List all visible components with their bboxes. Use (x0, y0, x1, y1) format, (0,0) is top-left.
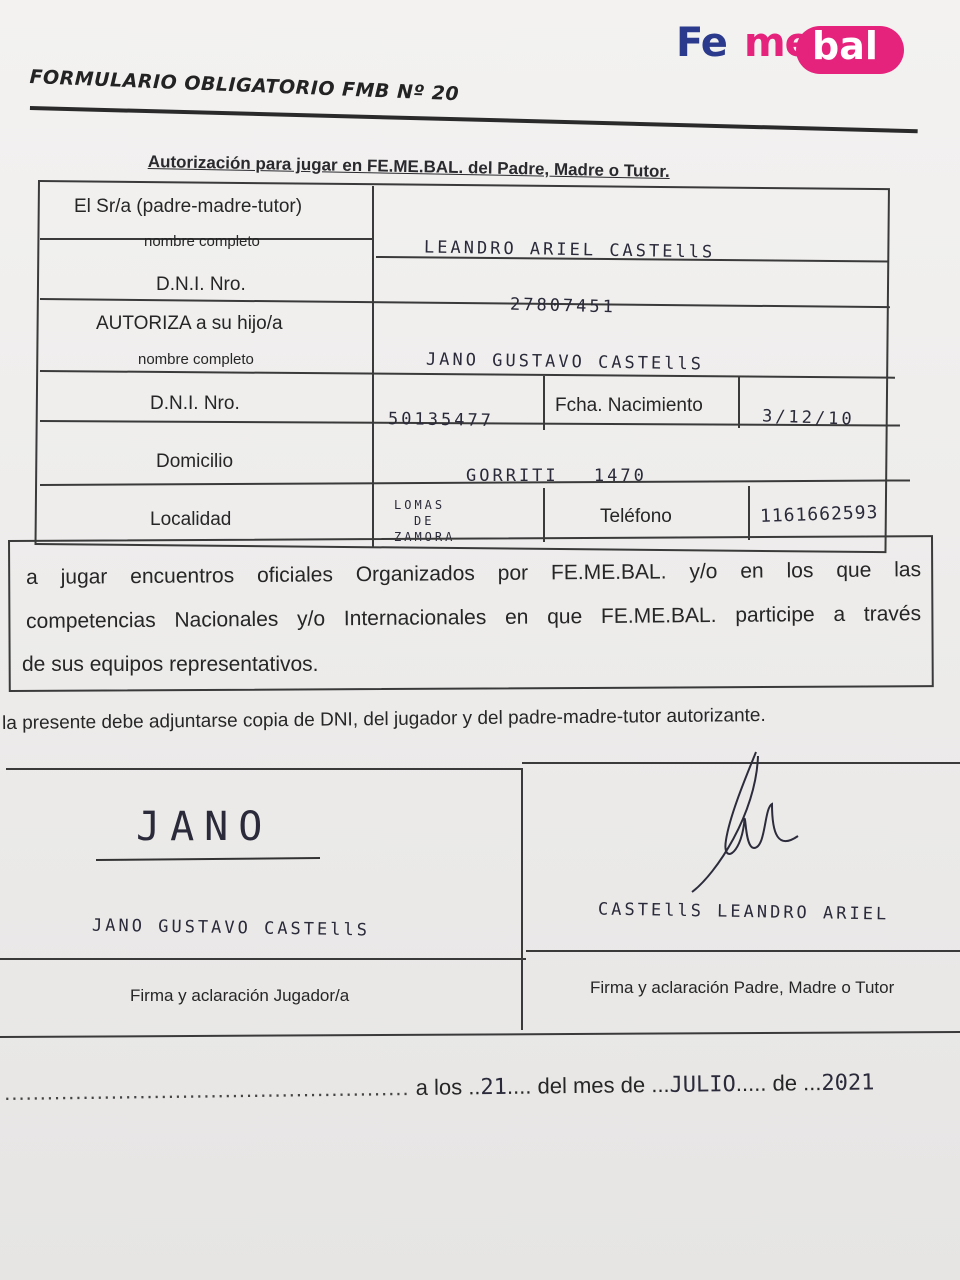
date-day-value: 21 (480, 1074, 508, 1101)
paragraph-line-2: competencias Nacionales y/o Internacionales en que FE.ME.BAL. participe a través (26, 602, 922, 633)
address-label: Domicilio (156, 451, 234, 472)
sig-top-line-left (6, 768, 521, 770)
phone-label: Teléfono (600, 506, 672, 527)
cell-divider (738, 376, 740, 428)
locality-value-line2: DE (414, 514, 435, 528)
cell-divider (543, 488, 545, 542)
dni-copy-note: la presente debe adjuntarse copia de DNI, del jugador y del padre-madre-tutor autorizante. (2, 705, 766, 734)
paragraph-line-3: de sus equipos representativos. (22, 653, 319, 676)
locality-label: Localidad (150, 509, 232, 530)
locality-value-line1: LOMAS (394, 498, 446, 512)
player-signature-caption: Firma y aclaración Jugador/a (130, 986, 350, 1005)
title-rule (30, 106, 918, 133)
dni1-label: D.N.I. Nro. (156, 274, 246, 295)
sig-bottom-line (0, 1031, 960, 1038)
birth-date-label: Fcha. Nacimiento (555, 395, 703, 416)
paragraph-line-1: a jugar encuentros oficiales Organizados por FE.ME.BAL. y/o en los que las (26, 558, 922, 589)
parent-signature-scribble (686, 744, 836, 894)
autoriza-label: AUTORIZA a su hijo/a (96, 313, 283, 334)
cell-divider (543, 376, 545, 430)
parent-sub-label: nombre completo (144, 233, 260, 250)
dni2-label: D.N.I. Nro. (150, 393, 240, 414)
date-prefix-dots: ......................................................... (4, 1075, 410, 1105)
parent-printed-name: CASTEllS LEANDRO ARIEL (597, 899, 890, 925)
form-subtitle: Autorización para jugar en FE.ME.BAL. del Padre, Madre o Tutor. (147, 152, 670, 182)
sig-middle-line-right (526, 950, 960, 952)
date-month-value: JULIO (669, 1072, 736, 1098)
date-del-mes-label: .... del mes de ... (506, 1071, 670, 1099)
logo-text-bal: bal (812, 24, 878, 68)
parent-label: El Sr/a (padre-madre-tutor) (74, 196, 303, 217)
address-value: GORRITI 1470 (466, 466, 647, 486)
birth-date-value: 3/12/10 (761, 406, 855, 430)
femebal-logo (676, 18, 908, 74)
phone-value: 1161662593 (759, 501, 879, 528)
dni1-value: 27807451 (509, 294, 617, 318)
child-name-value: JANO GUSTAVO CASTEllS (425, 349, 705, 375)
locality-value-line3: ZAMORA (394, 530, 456, 544)
child-sub-label: nombre completo (138, 351, 254, 368)
player-printed-name: JANO GUSTAVO CASTEllS (91, 915, 371, 941)
dni2-value: 50135477 (387, 409, 495, 431)
sig-middle-line-left (0, 958, 526, 960)
logo-text-me: me (744, 20, 811, 66)
player-signature-underline (96, 857, 320, 861)
table-column-divider (372, 186, 374, 548)
form-title: FORMULARIO OBLIGATORIO FMB Nº 20 (29, 66, 460, 106)
parent-name-value: LEANDRO ARIEL CASTEllS (423, 237, 716, 263)
sig-vertical-divider (521, 768, 523, 1030)
logo-text-fe: Fe (676, 20, 727, 66)
date-de-label: ..... de ... (735, 1070, 822, 1097)
date-line (4, 1069, 875, 1106)
parent-signature-caption: Firma y aclaración Padre, Madre o Tutor (590, 978, 895, 997)
player-handwritten-signature: JANO (136, 804, 273, 850)
date-a-los-label: a los .. (415, 1074, 481, 1100)
cell-divider (748, 486, 750, 540)
date-year-value: 2021 (821, 1070, 875, 1097)
